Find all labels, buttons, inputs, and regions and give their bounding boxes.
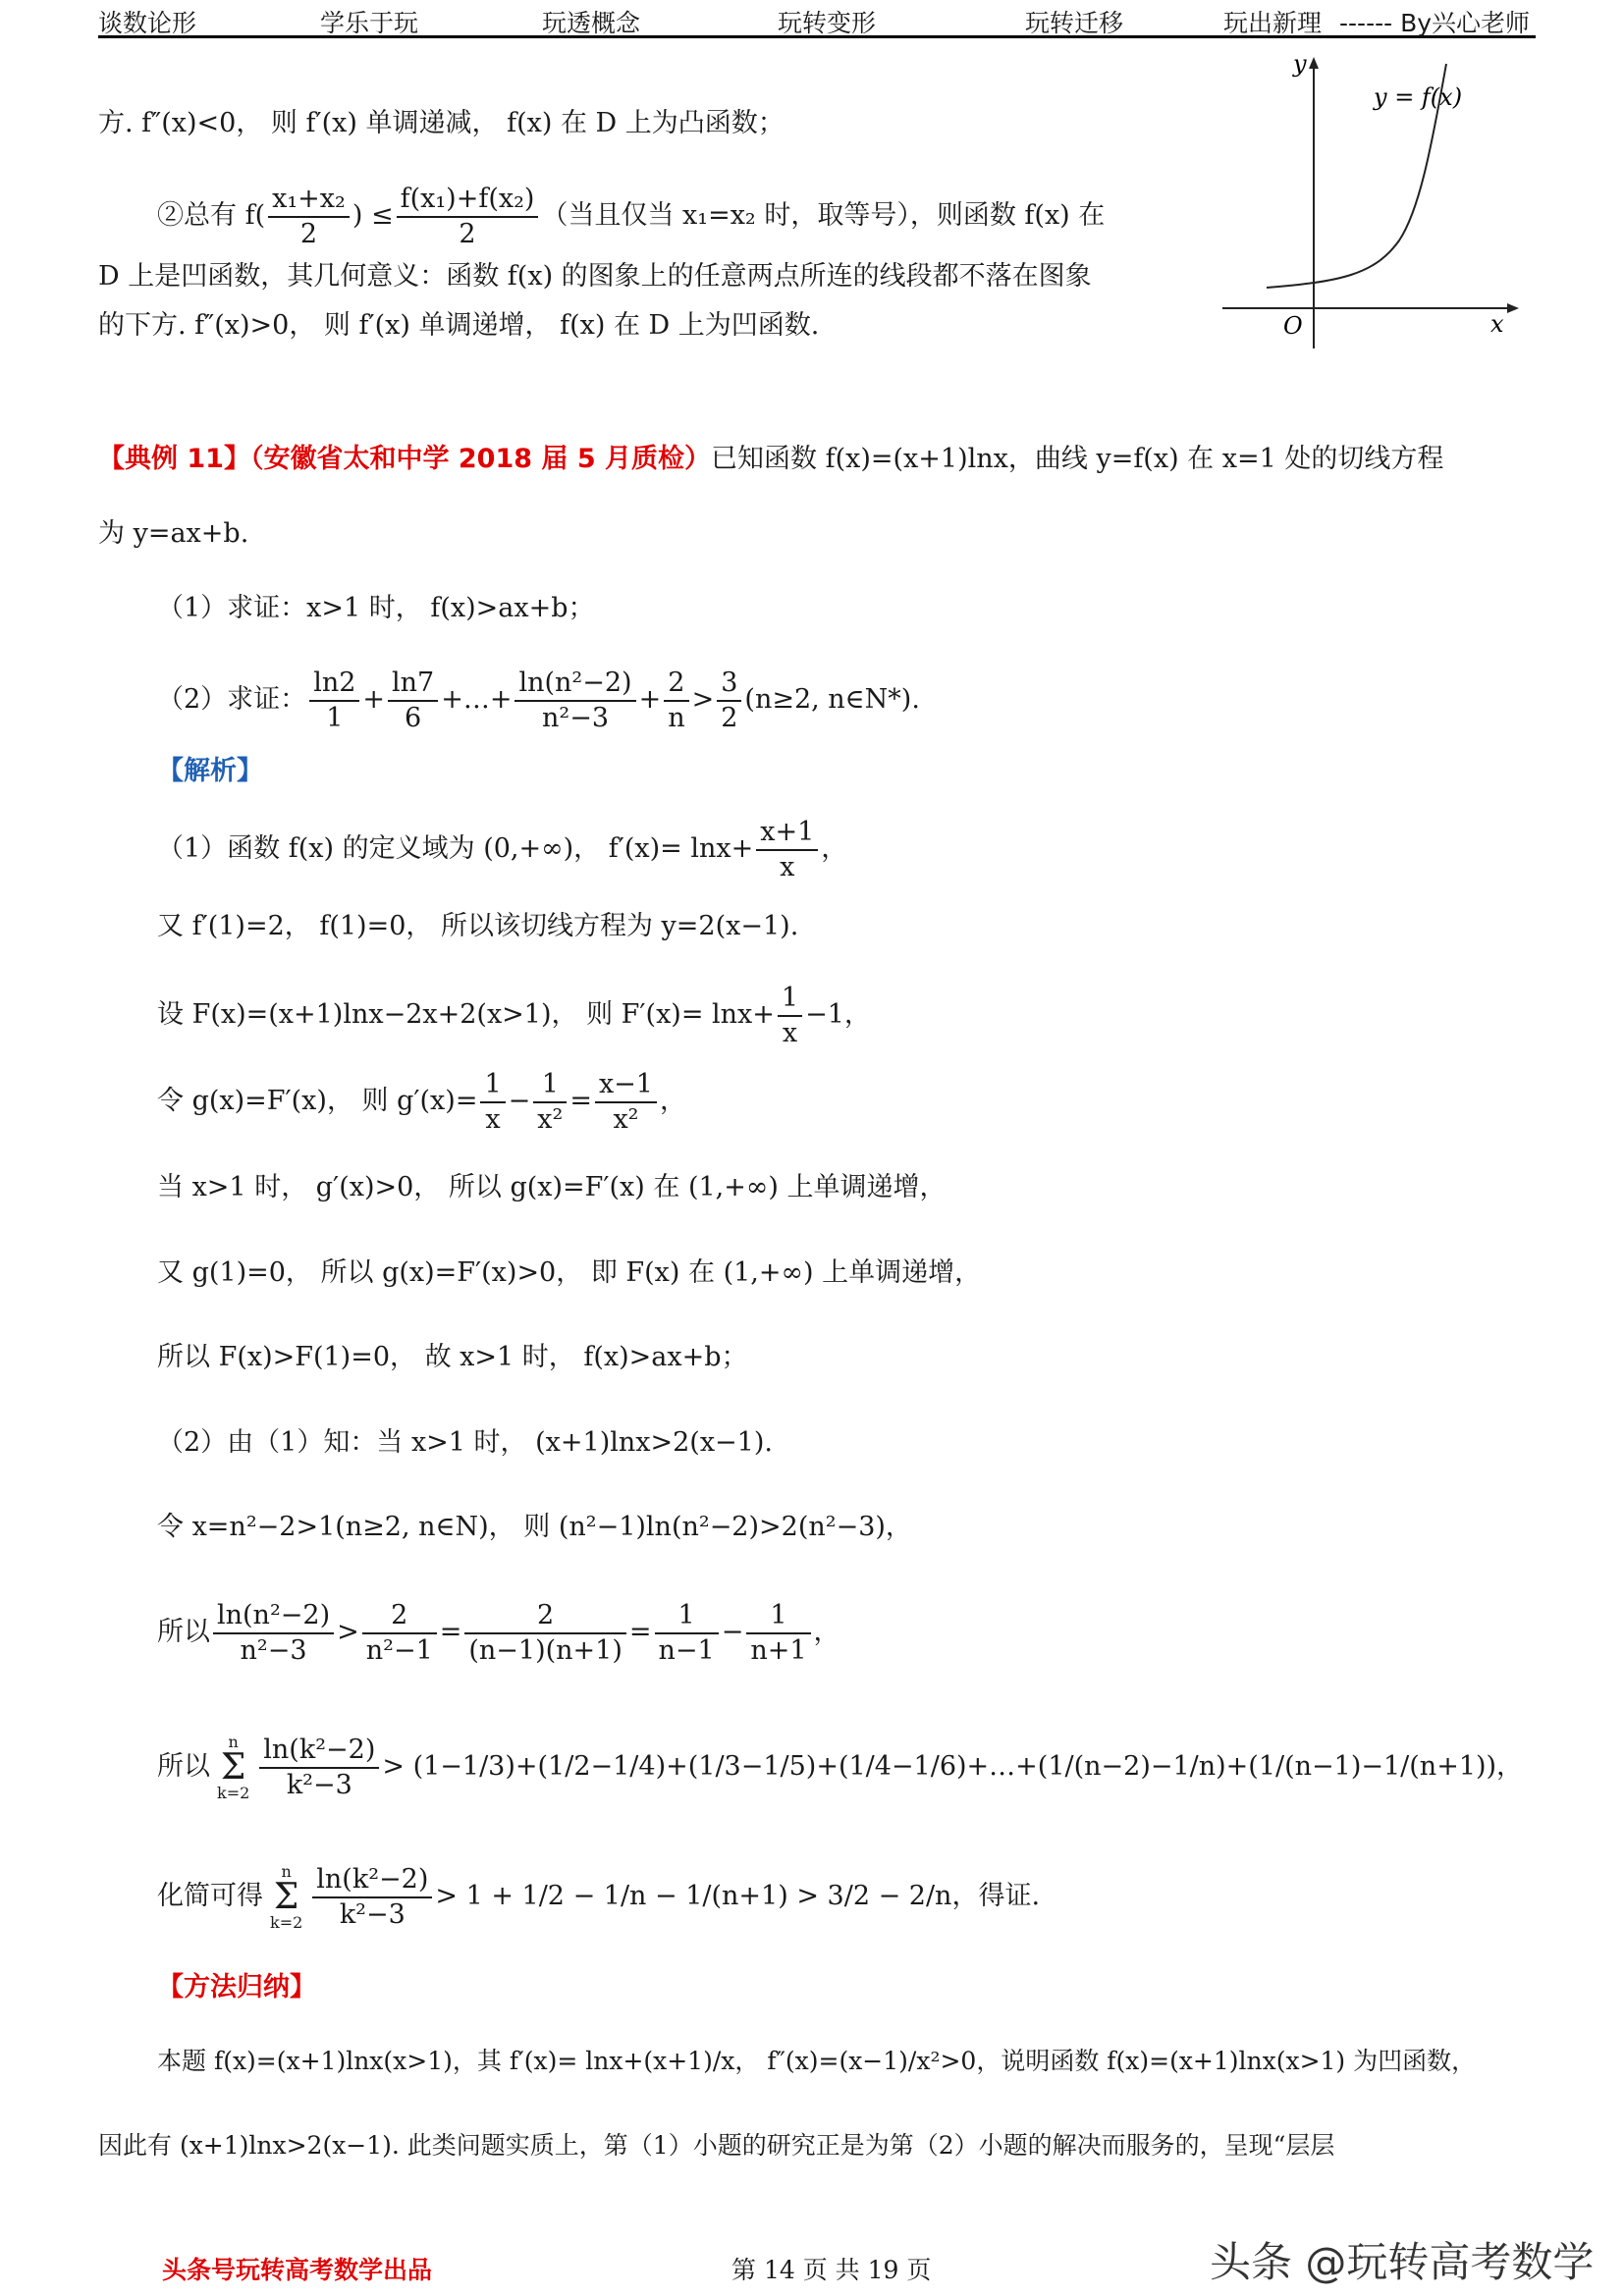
solution-title: 【解析】 xyxy=(157,756,263,786)
footer-source: 头条号玩转高考数学出品 xyxy=(162,2256,433,2284)
origin-label: O xyxy=(1283,312,1303,340)
intro-line: 方. f″(x)<0， 则 f′(x) 单调递减， f(x) 在 D 上为凸函数； xyxy=(98,108,785,138)
text: ②总有 f( xyxy=(157,200,266,231)
x-axis-label: x xyxy=(1490,310,1504,338)
text: （当且仅当 x₁=x₂ 时，取等号），则函数 f(x) 在 xyxy=(541,200,1106,231)
solution-step: 当 x>1 时， g′(x)>0， 所以 g(x)=F′(x) 在 (1,+∞) 上单调递增， xyxy=(157,1172,947,1202)
fraction: $\frac{\text{x₁+x₂}}{2}$ xyxy=(268,183,350,251)
intro-line: 的下方. f″(x)>0， 则 f′(x) 单调递增， f(x) 在 D 上为凹函数. xyxy=(98,310,820,341)
solution-step: 设 F(x)=(x+1)lnx−2x+2(x>1)， 则 F′(x)= lnx+ $\frac{1}{x}$ −1， xyxy=(157,982,871,1048)
solution-step: 又 g(1)=0， 所以 g(x)=F′(x)>0， 即 F(x) 在 (1,+∞) 上单调递增， xyxy=(157,1257,982,1288)
header-item: 玩出新理 xyxy=(1223,9,1323,37)
watermark: 头条 @玩转高考数学 xyxy=(1210,2238,1595,2286)
example-stem xyxy=(98,440,1443,479)
header-item: 学乐于玩 xyxy=(320,9,419,37)
solution-step: 所以 F(x)>F(1)=0， 故 x>1 时， f(x)>ax+b； xyxy=(157,1342,748,1372)
header-byline: ------ By兴心老师 xyxy=(1339,9,1531,37)
solution-step: 又 f′(1)=2， f(1)=0， 所以该切线方程为 y=2(x−1). xyxy=(157,911,799,941)
method-text: 本题 f(x)=(x+1)lnx(x>1)，其 f′(x)= lnx+(x+1)/x， f″(x)=(x−1)/x²>0，说明函数 f(x)=(x+1)lnx(x>1) 为凹函数， xyxy=(157,2047,1477,2075)
intro-line: D 上是凹函数，其几何意义：函数 f(x) 的图象上的任意两点所连的线段都不落在图象 xyxy=(98,261,1092,292)
question-1: （1）求证：x>1 时， f(x)>ax+b； xyxy=(157,593,595,623)
header-item: 玩转变形 xyxy=(778,9,877,37)
header-item: 玩透概念 xyxy=(542,9,641,37)
solution-step: 令 x=n²−2>1(n≥2, n∈N)， 则 (n²−1)ln(n²−2)>2(n²−3)， xyxy=(157,1512,912,1542)
fraction: $\frac{\text{f(x₁)+f(x₂)}}{2}$ xyxy=(397,183,539,251)
header-item: 谈数论形 xyxy=(98,9,197,37)
example-stem-text: 已知函数 f(x)=(x+1)lnx，曲线 y=f(x) 在 x=1 处的切线方程 xyxy=(711,444,1444,474)
solution-step: （1）函数 f(x) 的定义域为 (0,+∞)， f′(x)= lnx+ $\frac{x+1}{x}$ ， xyxy=(157,816,848,882)
method-text: 因此有 (x+1)lnx>2(x−1). 此类问题实质上，第（1）小题的研究正是为第（2）小题的解决而服务的，呈现“层层 xyxy=(98,2131,1335,2160)
solution-step: 所以 $\frac{\text{ln(n²−2)}}{\text{n²−3}}$ > $\frac{2}{\text{n²−1}}$ = $\frac{2}{(n-1)(n+1)}$ = $\frac{1}{n-1}$ − $\frac{1}{n+1}$ ， xyxy=(157,1599,840,1666)
concave-function-graph xyxy=(1213,54,1527,348)
question-2: （2）求证： $\frac{\ln 2}{1}$ + $\frac{\ln 7}{6}$ +…+ $\frac{\text{ln(n²−2)}}{\text{n²−3}}$ + $\frac{2}{n}$ > $\frac{3}{2}$ (n≥2, n∈N*). xyxy=(157,667,920,733)
example-tag: 【典例 11】（安徽省太和中学 2018 届 5 月质检） xyxy=(98,444,712,474)
text: ) ≤ xyxy=(352,200,394,231)
solution-step: （2）由（1）知：当 x>1 时， (x+1)lnx>2(x−1). xyxy=(157,1427,773,1458)
solution-step: 令 g(x)=F′(x)， 则 g′(x)= $\frac{1}{x}$ − $\frac{1}{\text{x²}}$ = $\frac{x-1}{\text{x²}}$ ， xyxy=(157,1068,686,1135)
method-title: 【方法归纳】 xyxy=(157,1972,316,2002)
solution-step: 所以 n Σ k=2 $\frac{\text{ln(k²−2)}}{\text{k²−3}}$ > (1−1/3)+(1/2−1/4)+(1/3−1/5)+(1/4−1/6)+…+(1/(n−2)−1/n)+(1/(n−1)−1/(n+1))， xyxy=(157,1732,1524,1802)
page-number: 第 14 页 共 19 页 xyxy=(731,2256,932,2284)
intro-line-convex xyxy=(157,177,1105,255)
curve-label: y = f(x) xyxy=(1374,83,1463,111)
header-item: 玩转迁移 xyxy=(1025,9,1124,37)
page-header xyxy=(98,0,1536,38)
solution-step: 化简可得 n Σ k=2 $\frac{\text{ln(k²−2)}}{\text{k²−3}}$ > 1 + 1/2 − 1/n − 1/(n+1) > 3/2 − 2/n，得证. xyxy=(157,1861,1041,1932)
example-stem-line2: 为 y=ax+b. xyxy=(98,518,249,549)
y-axis-label: y xyxy=(1293,54,1307,78)
